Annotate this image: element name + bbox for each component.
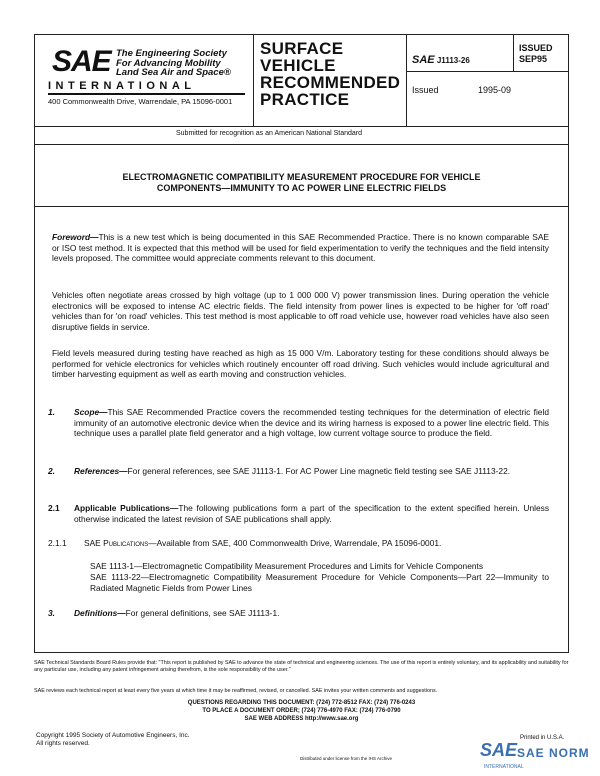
issued-status: ISSUED SEP95 [519,43,553,64]
reference-item: SAE 1113-1—Electromagnetic Compatibility Measurement Procedures and Limits for Vehicle Components [90,561,484,571]
paragraph: Vehicles often negotiate areas crossed by high voltage (up to 1 000 000 V) power transmission lines. During operation the vehicle electronics will be exposed to intense AC electric fields. The field intensity from power lines is expected to be higher for 'off road' vehicles than for 'on road' vehicles. This test method is most applicable to off road vehicle use, however road vehicles have also seen disruptive fields in service. [52,290,549,332]
review-note: SAE reviews each technical report at least every five years at which time it may be reaffirmed, revised, or cancelled. SAE invites your written comments and suggestions. [34,688,438,694]
stamp-word: SAE NORM [517,746,590,760]
order-line: TO PLACE A DOCUMENT ORDER; (724) 776-4970 FAX: (724) 776-0790 [202,708,401,714]
foreword: Foreword—This is a new test which is being documented in this SAE Recommended Practice. There is no known comparable SAE or ISO test method. It is expected that this method will be used for field experimentation to verify the techniques and the field intensity levels proposed. The committee would appreciate comments relevant to this document. [52,232,549,264]
copyright: Copyright 1995 Society of Automotive Engineers, Inc. All rights reserved. [36,732,190,747]
document-number: SAE J1113-26 [412,54,470,66]
section-sae-publications: SAE Publications—Available from SAE, 400 Commonwealth Drive, Warrendale, PA 15096-0001. [84,538,442,548]
license-note: Distributed under license from the IHS Archive [300,756,393,761]
section-definitions: Definitions—For general definitions, see SAE J1113-1. [74,608,280,618]
reference-item: SAE 1113-22—Electromagnetic Compatibility Measurement Procedure for Vehicle Components—Part 22—Immunity to Radiated Magnetic Fields from Power Lines [90,572,549,593]
section-references: References—For general references, see SAE J1113-1. For AC Power Line magnetic field testing see SAE J1113-22. [74,466,511,476]
divider [34,126,569,127]
divider [253,34,254,126]
international-label: INTERNATIONAL [48,80,196,92]
document-title: ELECTROMAGNETIC COMPATIBILITY MEASUREMENT PROCEDURE FOR VEHICLE COMPONENTS—IMMUNITY TO AC POWER LINE ELECTRIC FIELDS [122,172,481,193]
section-number: 2. [48,466,55,476]
divider [406,34,407,126]
submitted-note: Submitted for recognition as an American National Standard [176,130,362,137]
issued-label: Issued [412,85,439,95]
section-number: 3. [48,608,55,618]
section-number: 2.1 [48,503,60,513]
standards-board-note: SAE Technical Standards Board Rules provide that: "This report is published by SAE to advance the state of technical and engineering sciences. The use of this report is entirely voluntary, and its applicability and suitability for any particular use, including any patent infringement arising therefrom, is the sole responsibility of the user." [34,660,569,673]
web-address: SAE WEB ADDRESS http://www.sae.org [244,716,359,722]
divider [48,93,245,95]
printed-in: Printed in U.S.A. [520,735,565,741]
section-scope: Scope—This SAE Recommended Practice covers the recommended testing techniques for the determination of electric field immunity of an automotive electronic device when the device and its wiring harness is exposed to a power line electric field. This technique uses a parallel plate field generator and a high voltage, low current voltage source to produce the field. [74,407,549,439]
divider [513,34,514,71]
document-type: SURFACE VEHICLE RECOMMENDED PRACTICE [260,39,401,109]
section-applicable-publications: Applicable Publications—The following publications form a part of the specification to the extent specified herein. Unless otherwise indicated the latest revision of SAE publications shall apply. [74,503,550,524]
address: 400 Commonwealth Drive, Warrendale, PA 15096-0001 [48,97,233,106]
issued-date: 1995-09 [478,85,512,95]
divider [406,71,569,72]
section-number: 2.1.1 [48,538,67,548]
section-number: 1. [48,407,55,417]
paragraph: Field levels measured during testing have reached as high as 15 000 V/m. Laboratory testing for these conditions should always be performed for vehicle electronics for vehicles which routinely encounter off road driving. Such vehicles would include agricultural and timber harvesting equipment as well as earth moving and construction vehicles. [52,348,549,380]
questions-line: QUESTIONS REGARDING THIS DOCUMENT: (724) 772-8512 FAX: (724) 776-0243 [187,700,416,706]
society-tagline: The Engineering Society For Advancing Mobility Land Sea Air and Space® [116,48,231,78]
sae-logo: SAE [52,45,111,78]
stamp-sub: INTERNATIONAL [484,764,524,770]
stamp-logo: SAE [480,740,518,760]
